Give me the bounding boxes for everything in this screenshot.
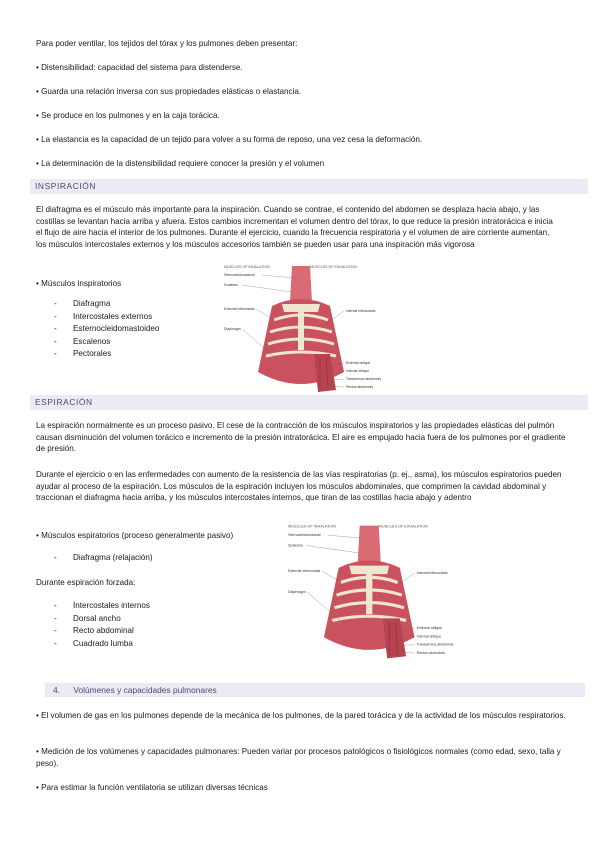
inspiracion-paragraph: El diafragma es el músculo más importante para la inspiración. Cuando se contrae, el contenido del abdomen se desplaza hacia abajo, y las costillas se levantan hacia arriba y afuera. Estos cambios incrementan el volumen dentro del tórax, lo que reduce la presión intratorácica e inicia el flujo de aire hacia el interior de los pulmones. Durante el ejercicio, cuando la frecuencia respiratoria y el volumen de aire corriente aumentan, los músculos intercostales externos y los músculos accesorios también se pueden usar para una inspiración más vigorosa [36,205,553,249]
figure-title-right: MUSCLES OF EXHALATION [378,524,429,529]
figure-title-right: MUSCLES OF EXHALATION [310,265,357,269]
list-item: - Diafragma [54,298,159,311]
label-rectus-abdominis: Rectus abdominis [416,651,446,656]
label-scalenes: Scalenes [224,283,238,287]
list-item: - Cuadrado lumba [54,638,150,651]
torso-illustration [258,266,344,392]
intro-text: Para poder ventilar, los tejidos del tórax y los pulmones deben presentar: [36,39,298,48]
torso-illustration [324,526,415,659]
respiratory-muscles-figure-2 [286,516,454,668]
label-internal-oblique: Internal oblique [416,634,442,639]
bullet-elastancia: • La elastancia es la capacidad de un tejido para volver a su forma de reposo, una vez cesa la deformación. [36,135,423,144]
list-item: - Pectorales [54,348,159,361]
section-title: Volúmenes y capacidades pulmonares [73,685,217,695]
label-transversus-abdominis: Transversus abdominis [416,642,454,647]
list-item: - Esternocleidomastoideo [54,323,159,336]
label-scalenes: Scalenes [288,543,303,548]
list-item: - Diafragma (relajación) [54,552,153,565]
heading-espiracion: ESPIRACIÓN [30,395,588,410]
forced-expiration-list [54,600,150,650]
list-item: - Recto abdominal [54,625,150,638]
label-external-oblique: External oblique [346,361,371,365]
inspiratory-muscles-list [54,298,159,361]
espiracion-paragraph-2: Durante el ejercicio o en las enfermedades con aumento de la resistencia de las vías respiratorias (p. ej., asma), los músculos espiratorios pueden ayudar al proceso de la espiración. Los músculos de la espiración incluyen los músculos abdominales, que comprimen la cavidad abdominal y traccionan el diafragma hacia arriba, y los músculos intercostales internos, que tiran de las costillas hacia abajo y adentro [36,470,562,502]
bullet-medicion: • Medición de los volúmenes y capacidades pulmonares: Pueden variar por procesos patológicos o fisiológicos normales (como edad, sexo, talla y peso). [36,747,561,768]
respiratory-muscles-figure-1 [222,262,381,396]
label-transversus-abdominis: Transversus abdominis [346,377,381,381]
bullet-funcion-ventilatoria: • Para estimar la función ventilatoria se utilizan diversas técnicas [36,783,268,792]
list-item: - Dorsal ancho [54,613,150,626]
section-number: 4. [53,685,60,695]
bullet-distensibilidad: • Distensibilidad: capacidad del sistema para distenderse. [36,63,243,72]
bullet-volumen-gas: • El volumen de gas en los pulmones depende de la mecánica de los pulmones, de la pared torácica y de la actividad de los músculos respiratorios. [36,711,566,720]
label-internal-intercostals: Internal intercostals [346,309,376,313]
list-item: - Escalenos [54,336,159,349]
list-item: - Intercostales internos [54,600,150,613]
bullet-relacion-inversa: • Guarda una relación inversa con sus propiedades elásticas o elastancia. [36,87,302,96]
label-internal-intercostals: Internal intercostals [416,571,448,576]
label-rectus-abdominis: Rectus abdominis [346,385,373,389]
heading-inspiracion: INSPIRACIÓN [30,179,588,194]
label-diaphragm: Diaphragm [224,327,241,331]
figure-title-left: MUSCLES OF INHALATION [288,524,337,529]
passive-expiration-list [54,552,153,565]
label-external-intercostals: External intercostals [288,568,321,573]
figure-title-left: MUSCLES OF INHALATION [224,265,270,269]
expiratory-list-title: • Músculos espiratorios (proceso generalmente pasivo) [36,531,234,540]
label-sternocleidomastoid: Sternocleidomastoid [224,273,255,277]
label-external-intercostals: External intercostals [224,307,255,311]
inspiratory-list-title: • Músculos inspiratorios [36,279,122,288]
label-internal-oblique: Internal oblique [346,369,370,373]
bullet-determinacion: • La determinación de la distensibilidad requiere conocer la presión y el volumen [36,159,325,168]
heading-section-4 [45,683,585,697]
label-diaphragm: Diaphragm [288,590,306,595]
espiracion-paragraph-1: La espiración normalmente es un proceso pasivo. El cese de la contracción de los músculos inspiratorios y las propiedades elásticas del pulmón causan disminución del volumen torácico e incremento de la presión intratorácica. El aire es empujado hacia fuera de los pulmones por el gradiente de presión. [36,421,566,453]
forced-expiration-title: Durante espiración forzada: [36,578,136,587]
bullet-pulmones-caja: • Se produce en los pulmones y en la caja torácica. [36,111,220,120]
label-external-oblique: External oblique [416,625,443,630]
label-sternocleidomastoid: Sternocleidomastoid [288,533,321,538]
list-item: - Intercostales externos [54,311,159,324]
